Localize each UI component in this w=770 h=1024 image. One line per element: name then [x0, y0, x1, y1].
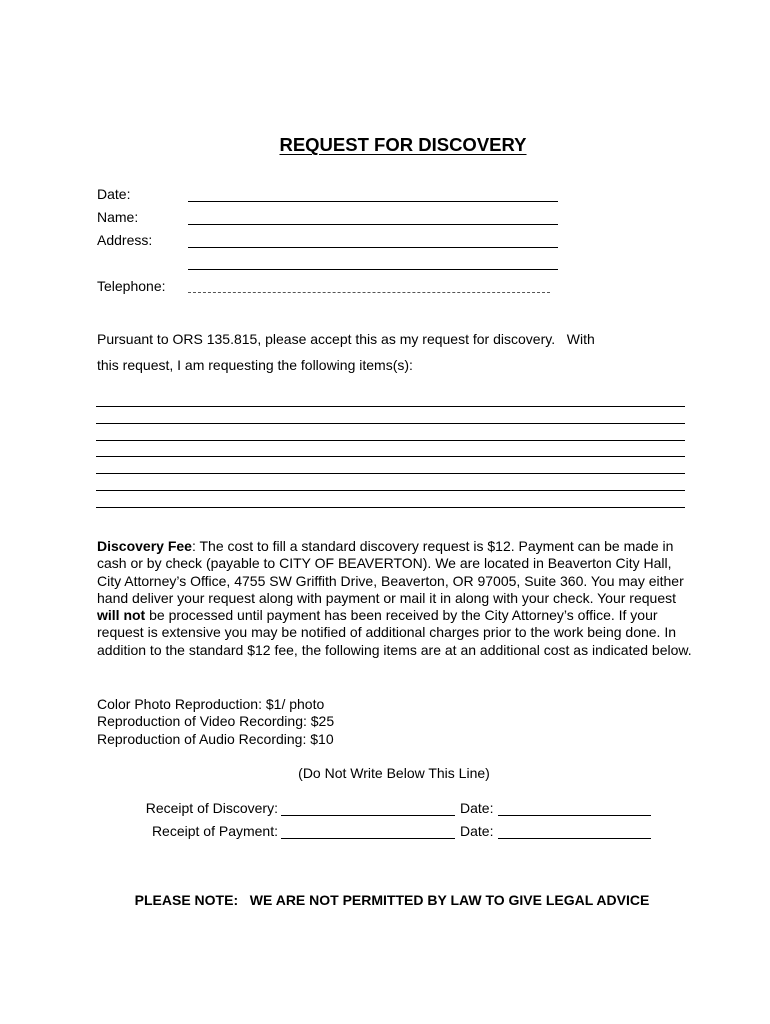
intro-line-2: this request, I am requesting the following items(s):	[97, 357, 413, 373]
request-line-4[interactable]	[96, 456, 685, 457]
address-field-line-2[interactable]	[188, 269, 558, 270]
request-line-1[interactable]	[96, 406, 685, 407]
receipt-discovery-date-line[interactable]	[498, 815, 651, 816]
extra-cost-audio: Reproduction of Audio Recording: $10	[97, 731, 334, 747]
receipt-discovery-line[interactable]	[281, 815, 455, 816]
legal-advice-note: PLEASE NOTE: WE ARE NOT PERMITTED BY LAW TO GIVE LEGAL ADVICE	[134, 892, 650, 908]
receipt-discovery-date-label: Date:	[460, 800, 494, 816]
request-line-3[interactable]	[96, 440, 685, 441]
receipt-discovery-label: Receipt of Discovery:	[145, 800, 278, 816]
fee-text-2: be processed until payment has been received by the City Attorney’s office. If your request is extensive you may be notified of additional charges prior to the work being done. In addition to the standard $12 fee, the following items are at an additional cost as indicated below.	[97, 607, 692, 658]
request-line-5[interactable]	[96, 473, 685, 474]
date-label: Date:	[97, 186, 131, 202]
request-line-6[interactable]	[96, 490, 685, 491]
telephone-label: Telephone:	[97, 278, 166, 294]
receipt-payment-line[interactable]	[281, 838, 455, 839]
fee-bold-phrase: will not	[97, 607, 146, 624]
receipt-payment-date-label: Date:	[460, 823, 494, 839]
request-line-7[interactable]	[96, 507, 685, 508]
name-label: Name:	[97, 209, 139, 225]
intro-line-1: Pursuant to ORS 135.815, please accept this as my request for discovery. With	[97, 331, 595, 347]
name-field-line[interactable]	[188, 224, 558, 225]
date-field-line[interactable]	[188, 201, 558, 202]
intro-paragraph	[97, 326, 697, 378]
request-line-2[interactable]	[96, 423, 685, 424]
address-field-line-1[interactable]	[188, 247, 558, 248]
fee-heading: Discovery Fee	[97, 538, 192, 554]
extra-cost-photo: Color Photo Reproduction: $1/ photo	[97, 696, 325, 712]
discovery-fee-paragraph	[97, 538, 697, 659]
telephone-field-line[interactable]	[188, 292, 550, 293]
extra-cost-video: Reproduction of Video Recording: $25	[97, 713, 335, 729]
fee-text-1: : The cost to fill a standard discovery request is $12. Payment can be made in cash or by check (payable to CITY OF BEAVERTON). We are located in Beaverton City Hall, City Attorney’s Office, 4755 SW Griffith Drive, Beaverton, OR 97005, Suite 360. You may either hand deliver your request along with payment or mail it in along with your check. Your request	[97, 538, 684, 606]
address-label: Address:	[97, 232, 153, 248]
document-title: REQUEST FOR DISCOVERY	[279, 134, 527, 155]
do-not-write-below-notice: (Do Not Write Below This Line)	[298, 765, 490, 781]
receipt-payment-label: Receipt of Payment:	[151, 823, 278, 839]
receipt-payment-date-line[interactable]	[498, 838, 651, 839]
